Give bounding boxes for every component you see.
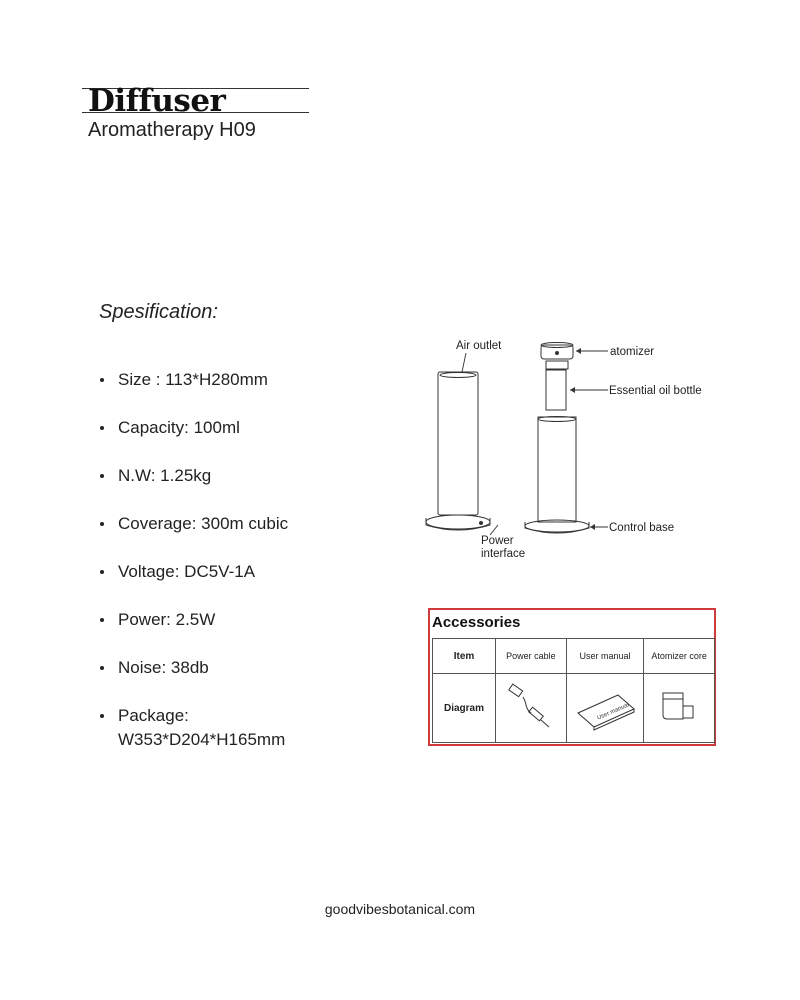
assembled-diffuser-illustration — [426, 372, 490, 530]
bullet-icon — [100, 522, 104, 526]
atomizer-core-icon — [649, 679, 709, 735]
spec-item-voltage — [99, 560, 359, 584]
label-essential-oil-bottle: Essential oil bottle — [609, 385, 702, 397]
page-title: Diffuser — [88, 83, 226, 119]
bullet-icon — [100, 618, 104, 622]
callout-lines — [462, 351, 608, 535]
spec-item-capacity — [99, 416, 359, 440]
accessories-diagram-row — [433, 674, 715, 743]
item-cell-user-manual: User manual — [566, 639, 644, 674]
label-interface: interface — [481, 548, 526, 560]
specification-list — [99, 368, 359, 776]
label-air-outlet: Air outlet — [456, 340, 502, 352]
spec-item-coverage — [99, 512, 359, 536]
spec-item-text: Capacity: 100ml — [118, 418, 240, 437]
label-power: Power — [481, 535, 514, 547]
item-header-cell: Item — [433, 639, 496, 674]
bullet-icon — [100, 426, 104, 430]
item-cell-atomizer-core: Atomizer core — [644, 639, 715, 674]
item-cell-power-cable: Power cable — [496, 639, 567, 674]
footer-website: goodvibesbotanical.com — [324, 901, 476, 917]
label-atomizer: atomizer — [610, 346, 655, 358]
diagram-cell-user-manual — [566, 674, 644, 743]
specification-heading: Spesification: — [99, 301, 218, 323]
spec-item-text: Noise: 38db — [118, 658, 209, 677]
accessories-title: Accessories — [432, 614, 521, 631]
bullet-icon — [100, 474, 104, 478]
spec-item-package — [99, 704, 359, 752]
diagram-cell-power-cable — [496, 674, 567, 743]
manual-cover-text: User manual — [596, 702, 630, 722]
spec-item-text: Package: W353*D204*H165mm — [118, 706, 286, 749]
product-diagram — [418, 335, 718, 565]
power-port-icon — [479, 521, 483, 525]
bullet-icon — [100, 570, 104, 574]
accessories-item-row — [433, 639, 715, 674]
spec-item-size — [99, 368, 359, 392]
callout-arrowheads — [570, 348, 595, 530]
exploded-diffuser-illustration — [525, 343, 589, 534]
spec-item-text: N.W: 1.25kg — [118, 466, 212, 485]
accessories-box — [428, 608, 716, 746]
spec-item-power — [99, 608, 359, 632]
bullet-icon — [100, 666, 104, 670]
spec-item-text: Power: 2.5W — [118, 610, 216, 629]
bullet-icon — [100, 378, 104, 382]
spec-item-text: Size : 113*H280mm — [118, 370, 268, 389]
diagram-cell-atomizer-core — [644, 674, 715, 743]
spec-item-text: Coverage: 300m cubic — [118, 514, 289, 533]
label-control-base: Control base — [609, 522, 675, 534]
power-cable-icon — [501, 679, 561, 735]
page-subtitle: Aromatherapy H09 — [88, 119, 256, 141]
bullet-icon — [100, 714, 104, 718]
diagram-header-cell: Diagram — [433, 674, 496, 743]
spec-item-text: Voltage: DC5V-1A — [118, 562, 256, 581]
user-manual-icon — [572, 679, 638, 735]
accessories-table — [432, 638, 715, 743]
spec-item-noise — [99, 656, 359, 680]
spec-item-weight — [99, 464, 359, 488]
